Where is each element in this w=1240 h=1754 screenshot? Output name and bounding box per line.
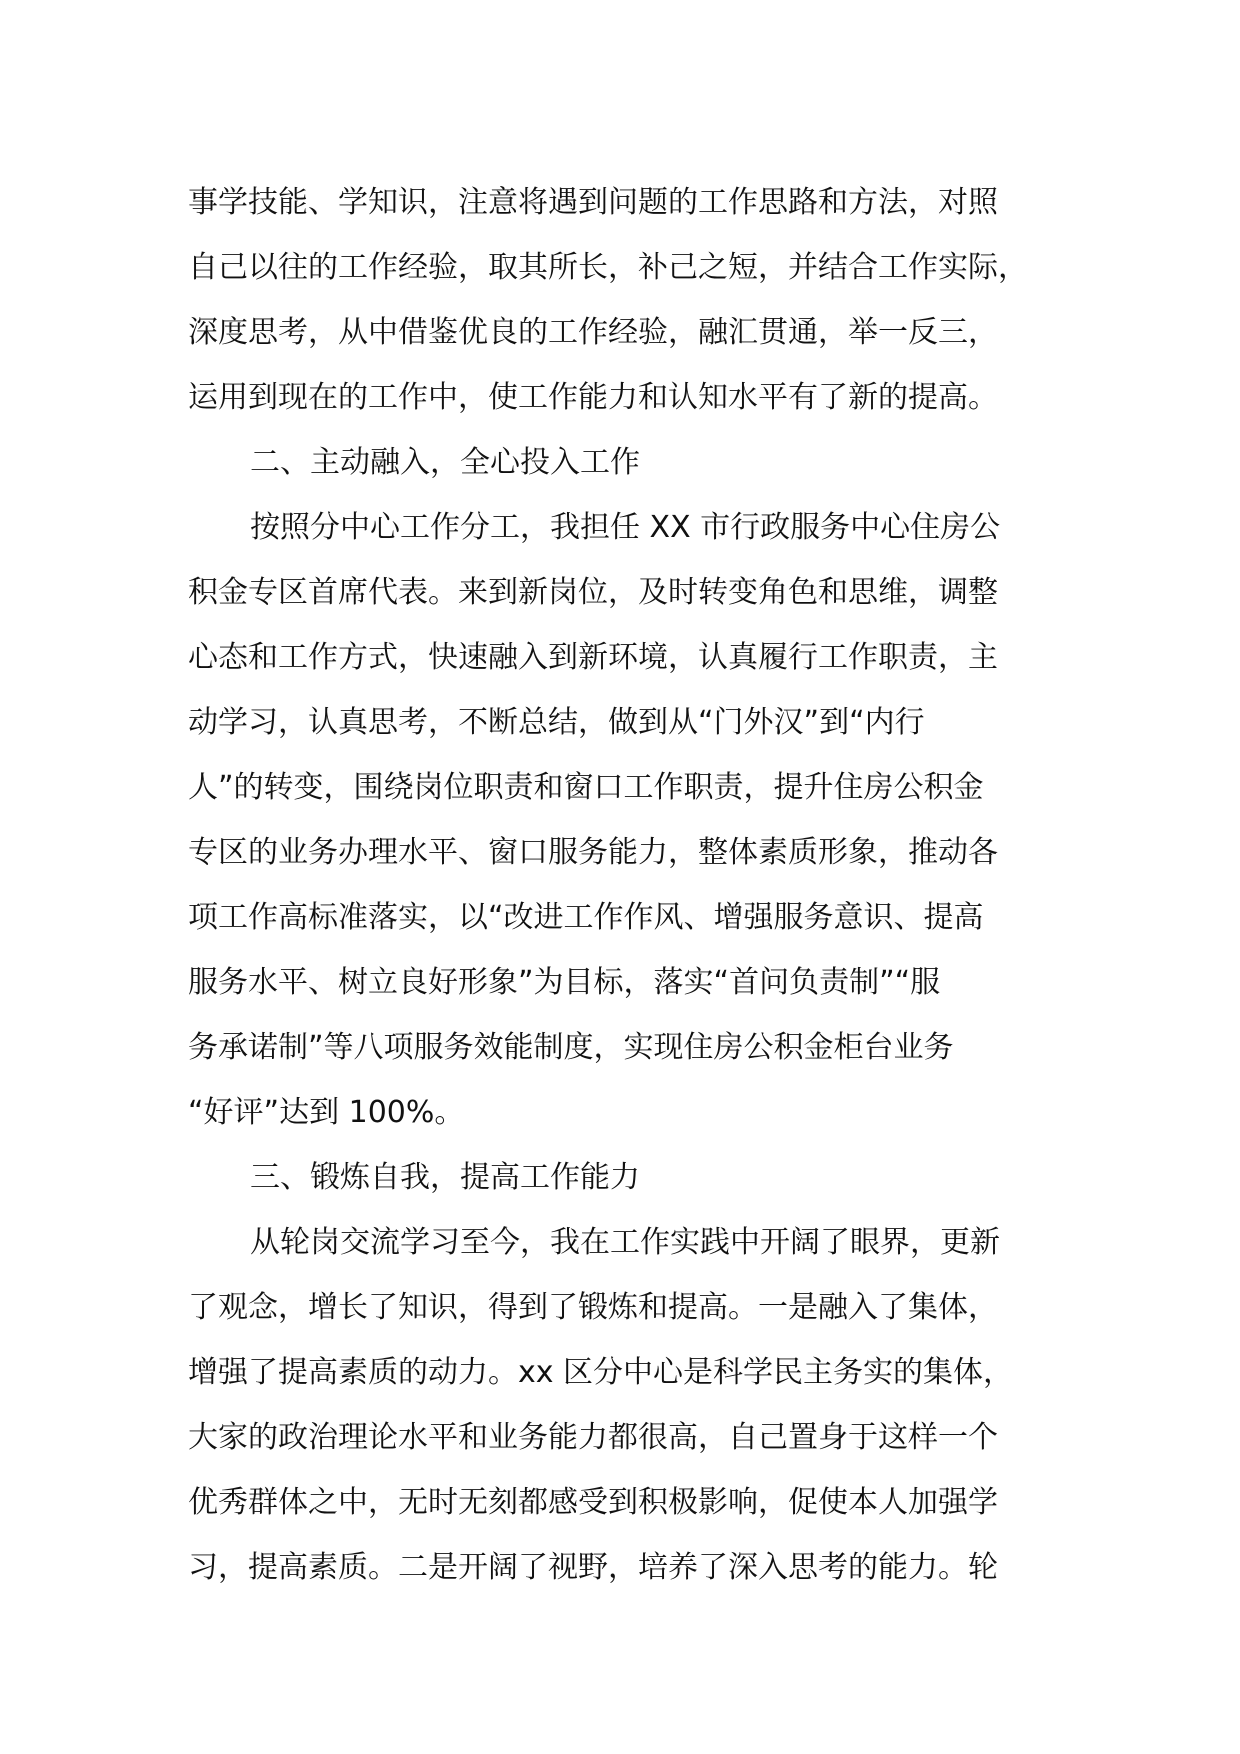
text-line: 务承诺制”等八项服务效能制度，实现住房公积金柜台业务 [188, 1030, 954, 1065]
text-line: 按照分中心工作分工，我担任 XX 市行政服务中心住房公 [250, 510, 1001, 545]
text-line: 心态和工作方式，快速融入到新环境，认真履行工作职责，主 [188, 640, 998, 675]
text-line: 动学习，认真思考，不断总结，做到从“门外汉”到“内行 [188, 705, 925, 740]
text-line: 运用到现在的工作中，使工作能力和认知水平有了新的提高。 [188, 380, 998, 415]
text-line: 项工作高标准落实，以“改进工作作风、增强服务意识、提高 [188, 900, 984, 935]
text-line: 专区的业务办理水平、窗口服务能力，整体素质形象，推动各 [188, 835, 998, 870]
text-line: 习，提高素质。二是开阔了视野，培养了深入思考的能力。轮 [188, 1550, 998, 1585]
text-line: 了观念，增长了知识，得到了锻炼和提高。一是融入了集体， [188, 1290, 998, 1325]
text-line: 积金专区首席代表。来到新岗位，及时转变角色和思维，调整 [188, 575, 998, 610]
text-line: 人”的转变，围绕岗位职责和窗口工作职责，提升住房公积金 [188, 770, 984, 805]
text-line: 从轮岗交流学习至今，我在工作实践中开阔了眼界，更新 [250, 1225, 1000, 1260]
document-body [188, 170, 1088, 1600]
text-line: 深度思考，从中借鉴优良的工作经验，融汇贯通，举一反三， [188, 315, 998, 350]
text-line: 事学技能、学知识，注意将遇到问题的工作思路和方法，对照 [188, 185, 998, 220]
text-line: 大家的政治理论水平和业务能力都很高，自己置身于这样一个 [188, 1420, 998, 1455]
text-line: 增强了提高素质的动力。xx 区分中心是科学民主务实的集体， [188, 1355, 1014, 1390]
text-line: “好评”达到 100%。 [188, 1095, 465, 1130]
section-heading: 二、主动融入，全心投入工作 [250, 445, 640, 480]
section-heading: 三、锻炼自我，提高工作能力 [250, 1160, 640, 1195]
text-line: 服务水平、树立良好形象”为目标，落实“首问负责制”“服 [188, 965, 941, 1000]
text-line: 优秀群体之中，无时无刻都感受到积极影响，促使本人加强学 [188, 1485, 998, 1520]
text-line: 自己以往的工作经验，取其所长，补己之短，并结合工作实际， [188, 250, 1028, 285]
